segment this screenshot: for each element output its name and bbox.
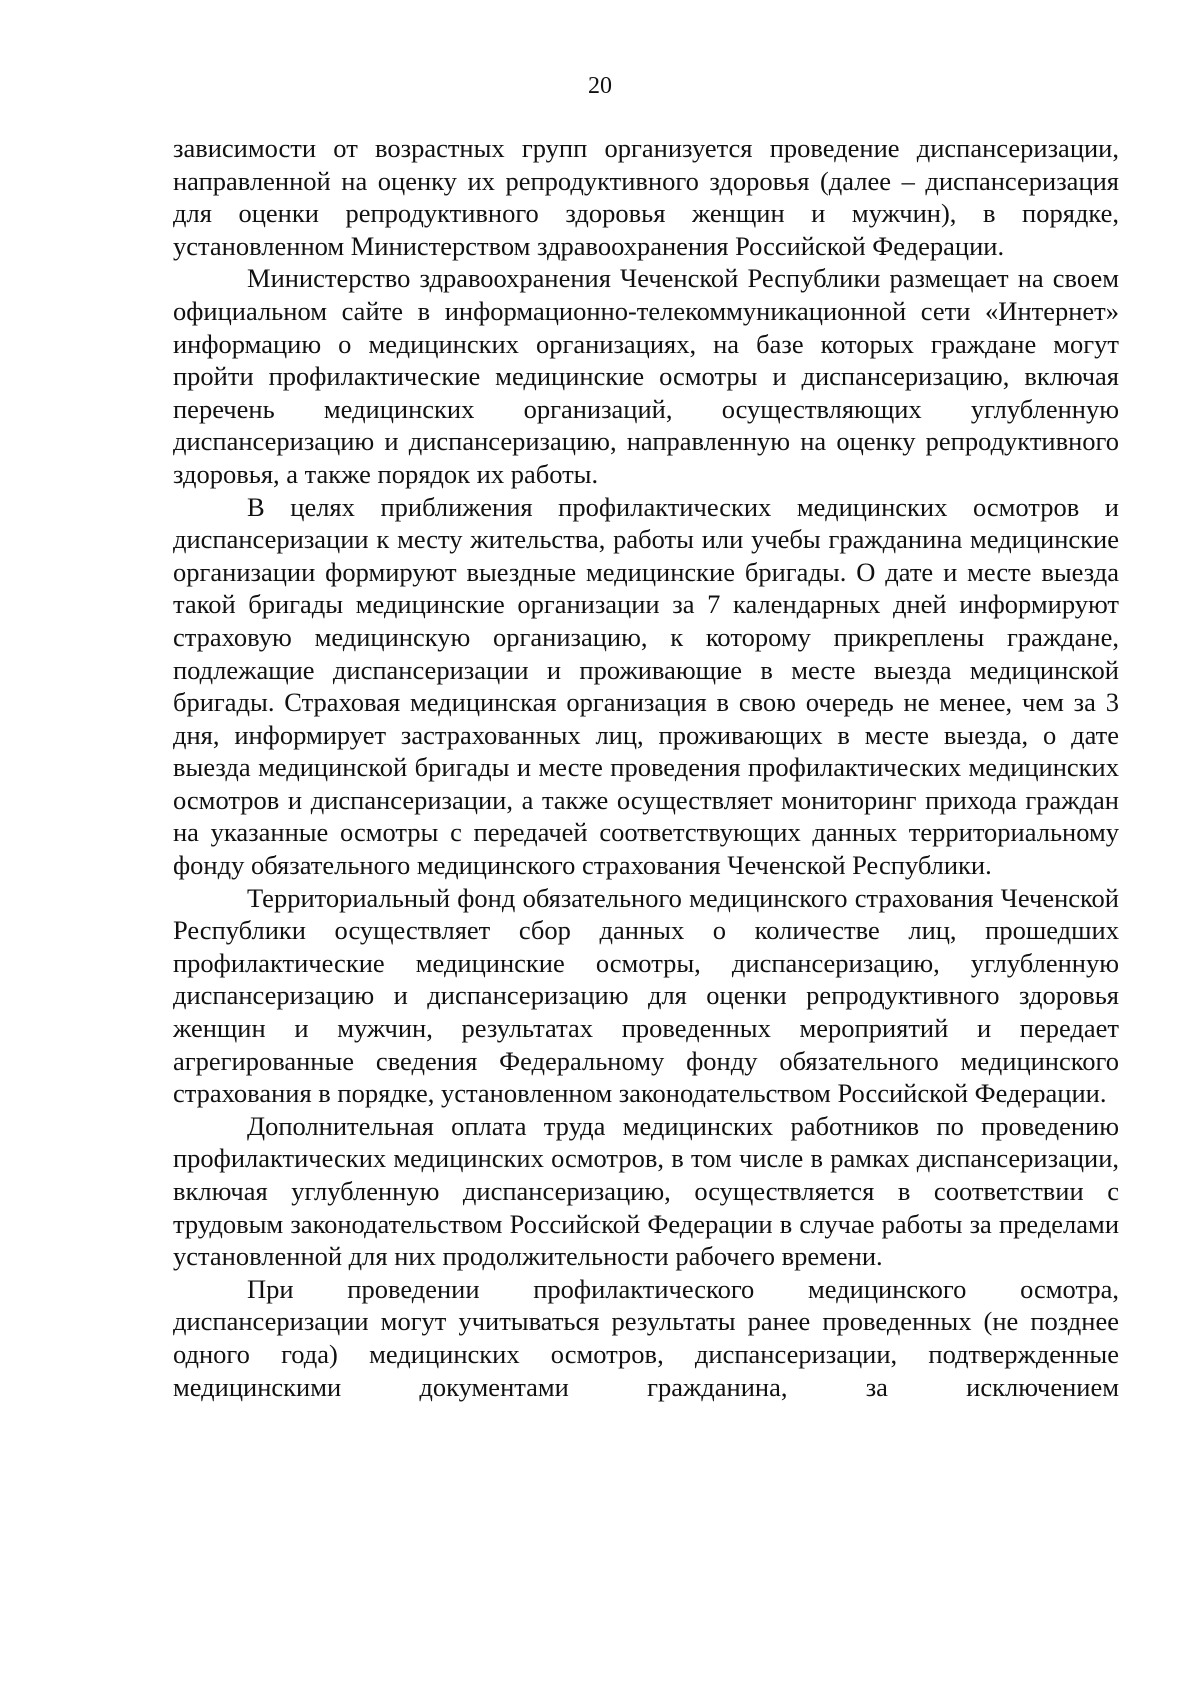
paragraph-3: В целях приближения профилактических медицинских осмотров и диспансеризации к месту жительства, работы или учебы гражданина медицинские организации формируют выездные медицинские бригады. О дате и месте выезда такой бригады медицинские организации за 7 календарных дней информируют страховую медицинскую организацию, к которому прикреплены граждане, подлежащие диспансеризации и проживающие в месте выезда медицинской бригады. Страховая медицинская организация в свою очередь не менее, чем за 3 дня, информирует застрахованных лиц, проживающих в месте выезда, о дате выезда медицинской бригады и месте проведения профилактических медицинских осмотров и диспансеризации, а также осуществляет мониторинг прихода граждан на указанные осмотры с передачей соответствующих данных территориальному фонду обязательного медицинского страхования Чеченской Республики.: [173, 491, 1119, 881]
paragraph-2: Министерство здравоохранения Чеченской Республики размещает на своем официальном сайте в информационно-телекоммуникационной сети «Интернет» информацию о медицинских организациях, на базе которых граждане могут пройти профилактические медицинские осмотры и диспансеризацию, включая перечень медицинских организаций, осуществляющих углубленную диспансеризацию и диспансеризацию, направленную на оценку репродуктивного здоровья, а также порядок их работы.: [173, 263, 1119, 489]
paragraph-4: Территориальный фонд обязательного медицинского страхования Чеченской Республики осуществляет сбор данных о количестве лиц, прошедших профилактические медицинские осмотры, диспансеризацию, углубленную диспансеризацию и диспансеризацию для оценки репродуктивного здоровья женщин и мужчин, результатах проведенных мероприятий и передает агрегированные сведения Федеральному фонду обязательного медицинского страхования в порядке, установленном законодательством Российской Федерации.: [173, 882, 1119, 1109]
paragraph-6: При проведении профилактического медицинского осмотра, диспансеризации могут учитываться результаты ранее проведенных (не позднее одного года) медицинских осмотров, диспансеризации, подтвержденные медицинскими документами гражданина, за исключением: [173, 1273, 1119, 1402]
page-number: 20: [588, 73, 612, 99]
paragraph-5: Дополнительная оплата труда медицинских работников по проведению профилактических медицинских осмотров, в том числе в рамках диспансеризации, включая углубленную диспансеризацию, осуществляется в соответствии с трудовым законодательством Российской Федерации в случае работы за пределами установленной для них продолжительности рабочего времени.: [173, 1110, 1119, 1272]
document-body: [173, 132, 1119, 1403]
paragraph-1: зависимости от возрастных групп организуется проведение диспансеризации, направленной на оценку их репродуктивного здоровья (далее – диспансеризация для оценки репродуктивного здоровья женщин и мужчин), в порядке, установленном Министерством здравоохранения Российской Федерации.: [173, 133, 1119, 261]
